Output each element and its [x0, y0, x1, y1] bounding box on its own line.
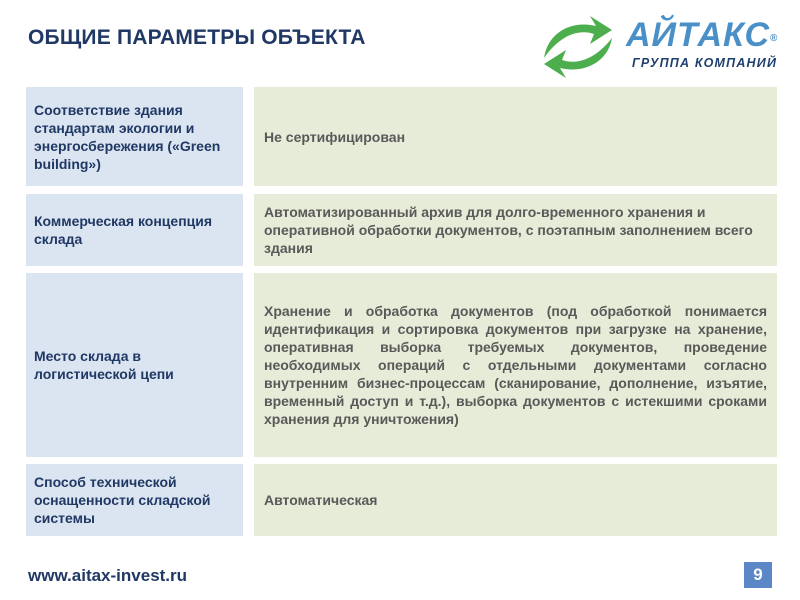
row-label-green-building: Соответствие здания стандартам экологии и энергосбережения («Green building»)	[26, 87, 243, 186]
logo-subtitle: ГРУППА КОМПАНИЙ	[632, 56, 778, 70]
row-label-technical-equipment: Способ технической оснащенности складской системы	[26, 464, 243, 536]
row-label-commercial-concept: Коммерческая концепция склада	[26, 194, 243, 266]
logo-name: АЙТАКС	[626, 16, 771, 54]
registered-mark: ®	[770, 33, 779, 44]
page-number-badge: 9	[744, 562, 772, 588]
row-value-logistics-place: Хранение и обработка документов (под обработкой понимается идентификация и сортировка документов при загрузке на хранение, оперативная выборка требуемых документов, проведение необходимых операций с отдельными документами согласно внутренним бизнес-процессам (сканирование, дополнение, изъятие, временный доступ и т.д.), выборка документов с истекшими сроками хранения для уничтожения)	[254, 273, 777, 457]
row-value-green-building: Не сертифицирован	[254, 87, 777, 186]
page-title: ОБЩИЕ ПАРАМЕТРЫ ОБЪЕКТА	[28, 26, 366, 49]
footer-url[interactable]: www.aitax-invest.ru	[28, 566, 188, 585]
row-value-technical-equipment: Автоматическая	[254, 464, 777, 536]
logo-arrows-icon	[538, 14, 618, 78]
row-label-logistics-place: Место склада в логистической цепи	[26, 273, 243, 457]
company-logo	[538, 14, 788, 78]
row-value-commercial-concept: Автоматизированный архив для долго-временного хранения и оперативной обработки документов, с поэтапным заполнением всего здания	[254, 194, 777, 266]
